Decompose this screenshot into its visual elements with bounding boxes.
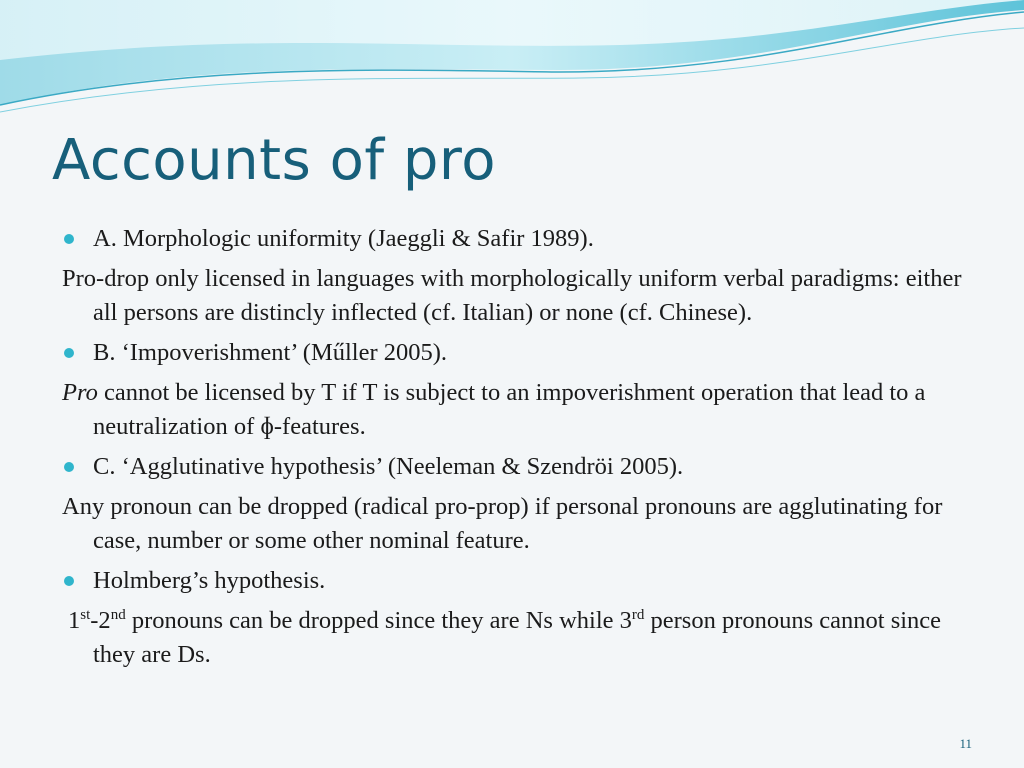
bullet-icon <box>64 462 74 472</box>
bullet-text: B. ‘Impoverishment’ (Műller 2005). <box>93 339 448 366</box>
paragraph: Pro-drop only licensed in languages with morphologically uniform verbal paradigms: either all persons are distincly inflected (cf. Italian) or none (cf. Chinese). <box>62 265 962 326</box>
paragraph: Any pronoun can be dropped (radical pro-prop) if personal pronouns are agglutinating for case, number or some other nominal feature. <box>62 493 943 554</box>
header-wave-decoration <box>0 0 1024 120</box>
bullet-text: A. Morphologic uniformity (Jaeggli & Safir 1989). <box>93 225 594 252</box>
italic-term: Pro <box>62 379 98 406</box>
bullet-text: Holmberg’s hypothesis. <box>93 567 326 594</box>
page-number: 11 <box>959 736 972 751</box>
bullet-item <box>62 222 982 256</box>
superscript: rd <box>631 607 645 623</box>
bullet-item <box>62 564 982 598</box>
text-part: person pronouns cannot since they are Ds. <box>93 607 942 668</box>
bullet-item <box>62 450 982 484</box>
text-part: pronouns can be dropped since they are Ns while 3 <box>125 607 632 634</box>
bullet-icon <box>64 576 74 586</box>
superscript: nd <box>110 607 126 623</box>
bullet-icon <box>64 234 74 244</box>
paragraph <box>62 376 982 444</box>
superscript: st <box>80 607 91 623</box>
slide-title: Accounts of pro <box>52 128 496 193</box>
bullet-icon <box>64 348 74 358</box>
bullet-item <box>62 336 982 370</box>
text-part: -2 <box>90 607 111 634</box>
paragraph-text: cannot be licensed by T if T is subject to an impoverishment operation that lead to a neutralization of ɸ-features. <box>93 379 926 440</box>
paragraph <box>62 604 982 672</box>
bullet-text: C. ‘Agglutinative hypothesis’ (Neeleman & Szendröi 2005). <box>93 453 684 480</box>
text-part: 1 <box>68 607 81 634</box>
slide-body <box>62 222 982 678</box>
